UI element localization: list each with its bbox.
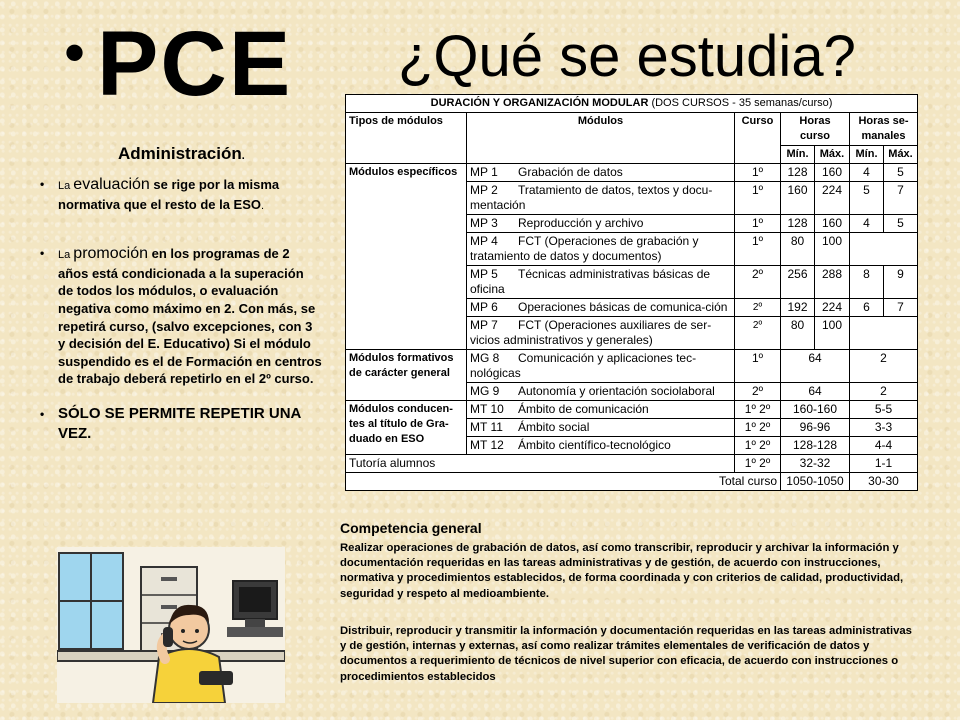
curso-cell: 1º — [735, 164, 781, 182]
rules-list — [40, 176, 322, 444]
header-max: Máx. — [884, 146, 918, 164]
sem-cell: 1-1 — [850, 455, 918, 473]
module-code: MT 12 — [470, 438, 504, 452]
horas-min-cell: 80 — [781, 233, 815, 266]
module-name: Operaciones básicas de comunica-ción — [518, 300, 728, 314]
module-cell — [467, 215, 735, 233]
table-row — [346, 350, 918, 383]
table-row — [346, 401, 918, 419]
curso-cell: 1º 2º — [735, 437, 781, 455]
module-cell — [467, 401, 735, 419]
pce-title — [64, 13, 293, 115]
sem-max-cell: 7 — [884, 299, 918, 317]
module-code: MP 6 — [470, 300, 498, 314]
module-name: Comunicación y aplicaciones tec-nológicas — [470, 351, 697, 380]
sem-min-cell: 4 — [850, 215, 884, 233]
header-tipos: Tipos de módulos — [346, 113, 467, 164]
window-icon — [59, 553, 123, 649]
table-title-row — [346, 95, 918, 113]
header-min: Mín. — [781, 146, 815, 164]
module-name: FCT (Operaciones de grabación y tratamiento de datos y documentos) — [470, 234, 699, 263]
table-title — [346, 95, 918, 113]
table-header-row — [346, 113, 918, 146]
header-max: Máx. — [815, 146, 850, 164]
horas-cell: 64 — [781, 383, 850, 401]
horas-min-cell: 128 — [781, 215, 815, 233]
page-title: ¿Qué se estudia? — [398, 24, 856, 89]
sem-min-cell: 4 — [850, 164, 884, 182]
horas-cell: 128-128 — [781, 437, 850, 455]
curso-cell: 1º 2º — [735, 401, 781, 419]
list-item-evaluation — [40, 176, 322, 215]
horas-cell: 64 — [781, 350, 850, 383]
header-modulos: Módulos — [467, 113, 735, 164]
horas-cell: 32-32 — [781, 455, 850, 473]
horas-cell: 96-96 — [781, 419, 850, 437]
curso-cell: 1º 2º — [735, 455, 781, 473]
horas-max-cell: 224 — [815, 182, 850, 215]
horas-max-cell: 288 — [815, 266, 850, 299]
sem-min-cell: 8 — [850, 266, 884, 299]
module-code: MP 4 — [470, 234, 498, 248]
module-cell — [467, 182, 735, 215]
module-code: MP 2 — [470, 183, 498, 197]
module-cell — [467, 164, 735, 182]
module-name: Técnicas administrativas básicas de oficina — [470, 267, 711, 296]
subtitle-text: Administración — [118, 144, 242, 163]
curso-cell: 1º — [735, 182, 781, 215]
promotion-text: en los programas de 2 años está condicionada a la superación de todos los módulos, o evaluación negativa como máximo en 2. Con más, se repetirá curso, (salvo excepciones, con 3 y decisión del E. Educativo) Si el módulo suspendido es el de Formación en centros de trabajo deberá repetirlo en el 2º curso. — [58, 246, 322, 387]
header-horas-semanales: Horas se-manales — [850, 113, 918, 146]
evaluation-keyword: evaluación — [73, 176, 150, 193]
header-horas-curso: Horas curso — [781, 113, 850, 146]
module-code: MP 1 — [470, 165, 498, 179]
module-code: MP 3 — [470, 216, 498, 230]
evaluation-pre: La — [58, 180, 74, 192]
horas-min-cell: 256 — [781, 266, 815, 299]
module-name: Ámbito científico-tecnológico — [518, 438, 671, 452]
sem-min-cell: 6 — [850, 299, 884, 317]
module-cell — [467, 350, 735, 383]
sem-cell: 3-3 — [850, 419, 918, 437]
sem-empty-cell — [850, 317, 918, 350]
sem-max-cell: 5 — [884, 164, 918, 182]
header-curso: Curso — [735, 113, 781, 164]
module-name: Autonomía y orientación sociolaboral — [518, 384, 715, 398]
modules-table — [345, 94, 918, 491]
module-code: MT 11 — [470, 420, 503, 434]
sem-max-cell: 5 — [884, 215, 918, 233]
sem-min-cell: 5 — [850, 182, 884, 215]
group-conducentes: Módulos conducen-tes al título de Gra-duado en ESO — [346, 401, 467, 455]
promotion-pre: La — [58, 249, 74, 262]
module-code: MT 10 — [470, 402, 504, 416]
total-horas: 1050-1050 — [781, 473, 850, 491]
module-name: Ámbito social — [518, 420, 590, 434]
horas-min-cell: 160 — [781, 182, 815, 215]
module-cell — [467, 437, 735, 455]
sem-cell: 2 — [850, 383, 918, 401]
competencia-paragraph-1: Realizar operaciones de grabación de datos, así como transcribir, reproducir y archivar la información y documentación requeridas en las tareas administrativas y de gestión, de acuerdo con instrucciones, normativa y procedimientos establecidos, de forma coordinada y con criterios de calidad, productividad, seguridad y respeto al medioambiente. — [340, 542, 904, 600]
horas-min-cell: 128 — [781, 164, 815, 182]
module-cell — [467, 317, 735, 350]
horas-max-cell: 224 — [815, 299, 850, 317]
list-item-promotion — [40, 245, 322, 388]
section-subtitle — [118, 144, 245, 164]
module-name: Grabación de datos — [518, 165, 623, 179]
module-cell — [467, 383, 735, 401]
horas-max-cell: 160 — [815, 215, 850, 233]
module-cell — [467, 266, 735, 299]
curso-cell: 1º — [735, 350, 781, 383]
competencia-title: Competencia general — [340, 520, 482, 536]
modules-table-container — [345, 94, 917, 491]
horas-max-cell: 100 — [815, 317, 850, 350]
office-worker-image — [57, 547, 285, 703]
module-name: Reproducción y archivo — [518, 216, 644, 230]
office-worker-illustration — [57, 547, 285, 703]
group-formativos: Módulos formativos de carácter general — [346, 350, 467, 401]
table-row — [346, 164, 918, 182]
module-code: MG 9 — [470, 384, 500, 398]
table-title-rest: (DOS CURSOS - 35 semanas/curso) — [648, 97, 833, 109]
horas-max-cell: 160 — [815, 164, 850, 182]
module-cell — [467, 419, 735, 437]
curso-cell: 2º — [735, 383, 781, 401]
phone-base-icon — [199, 671, 233, 685]
module-code: MP 5 — [470, 267, 498, 281]
competencia-paragraph-2: Distribuir, reproducir y transmitir la información y documentación requeridas en las tareas administrativas y de gestión, internas y externas, así como realizar trámites elementales de verificación de datos y documentos a requerimiento de técnicos de nivel superior con eficacia, de acuerdo con instrucciones o procedimientos establecidos — [340, 625, 912, 683]
sem-empty-cell — [850, 233, 918, 266]
evaluation-text: se rige por la misma normativa que el resto de la ESO — [58, 177, 280, 212]
sem-max-cell: 9 — [884, 266, 918, 299]
module-cell — [467, 299, 735, 317]
module-name: Tratamiento de datos, textos y docu-mentación — [470, 183, 713, 212]
list-item-repeat-note: • SÓLO SE PERMITE REPETIR UNA VEZ. — [40, 404, 322, 444]
curso-cell: 2º — [735, 266, 781, 299]
subtitle-dot: . — [241, 150, 245, 162]
table-title-bold: DURACIÓN Y ORGANIZACIÓN MODULAR — [430, 97, 649, 109]
curso-cell: 1º — [735, 233, 781, 266]
horas-min-cell: 80 — [781, 317, 815, 350]
title-bullet: • — [64, 19, 88, 86]
group-tutoria: Tutoría alumnos — [346, 455, 735, 473]
table-total-row — [346, 473, 918, 491]
horas-max-cell: 100 — [815, 233, 850, 266]
pce-text: PCE — [97, 13, 293, 115]
total-label: Total curso — [346, 473, 781, 491]
horas-min-cell: 192 — [781, 299, 815, 317]
module-name: Ámbito de comunicación — [518, 402, 649, 416]
sem-cell: 5-5 — [850, 401, 918, 419]
sem-cell: 2 — [850, 350, 918, 383]
promotion-keyword: promoción — [73, 245, 148, 263]
group-especificos: Módulos específicos — [346, 164, 467, 350]
module-code: MP 7 — [470, 318, 498, 332]
evaluation-end: . — [261, 199, 265, 212]
curso-cell: 1º 2º — [735, 419, 781, 437]
sem-cell: 4-4 — [850, 437, 918, 455]
curso-cell: 2º — [735, 317, 781, 350]
sem-max-cell: 7 — [884, 182, 918, 215]
module-code: MG 8 — [470, 351, 500, 365]
module-name: FCT (Operaciones auxiliares de ser-vicios administrativos y generales) — [470, 318, 712, 347]
curso-cell: 1º — [735, 215, 781, 233]
table-row — [346, 455, 918, 473]
computer-monitor-icon — [227, 581, 283, 637]
header-min: Mín. — [850, 146, 884, 164]
module-cell — [467, 233, 735, 266]
curso-cell: 2º — [735, 299, 781, 317]
horas-cell: 160-160 — [781, 401, 850, 419]
phone-handset-icon — [163, 627, 173, 647]
total-sem: 30-30 — [850, 473, 918, 491]
